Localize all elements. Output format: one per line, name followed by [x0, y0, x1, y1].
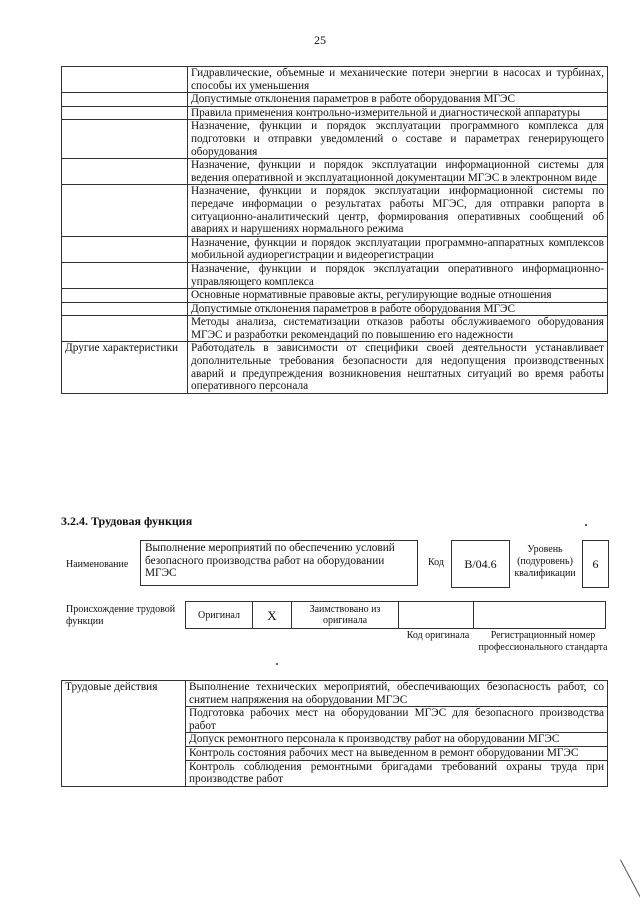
code-caption: Код оригинала — [406, 630, 470, 641]
knowledge-row — [62, 159, 608, 185]
row-text: Назначение, функции и порядок эксплуатации программного комплекса для подготовки и отправки уведомлений о составе и параметрах генерирующего оборудования — [188, 120, 608, 159]
original-code-cell — [398, 601, 474, 629]
knowledge-row — [62, 262, 608, 288]
row-text: Допустимые отклонения параметров в работе оборудования МГЭС — [188, 302, 608, 316]
function-name: Выполнение мероприятий по обеспечению условий безопасного производства работ на оборудовании МГЭС — [140, 540, 418, 586]
knowledge-row — [62, 67, 608, 93]
row-text: Назначение, функции и порядок эксплуатации информационной системы по передаче информации о результатах работы МГЭС, для отправки рапорта в ситуационно-аналитический центр, формирования оперативных сообщений об авариях и нарушениях нормального режима — [188, 185, 608, 236]
labor-action-text: Выполнение технических мероприятий, обеспечивающих безопасность работ, со снятием напряжения на оборудовании МГЭС — [186, 681, 608, 707]
scan-speck — [276, 663, 278, 665]
page-number: 25 — [314, 33, 326, 47]
row-label — [62, 289, 188, 303]
row-text: Работодатель в зависимости от специфики своей деятельности устанавливает дополнительные требования безопасности для недопущения производственных аварий и предупреждения возникновения нештатных ситуаций во время работы оперативного персонала — [188, 342, 608, 393]
reg-caption: Регистрационный номер профессионального стандарта — [478, 630, 608, 653]
qualification-level: 6 — [582, 540, 609, 588]
labor-actions-label: Трудовые действия — [62, 681, 186, 787]
labor-action-text: Допуск ремонтного персонала к производству работ на оборудовании МГЭС — [186, 733, 608, 747]
knowledge-row — [62, 120, 608, 159]
scan-speck — [585, 524, 587, 526]
row-text: Гидравлические, объемные и механические потери энергии в насосах и турбинах, способы их уменьшения — [188, 67, 608, 93]
row-label — [62, 236, 188, 262]
row-text: Методы анализа, систематизации отказов работы обслуживаемого оборудования МГЭС и разработки рекомендаций по повышению его надежности — [188, 316, 608, 342]
knowledge-row — [62, 185, 608, 236]
row-label — [62, 262, 188, 288]
row-text: Назначение, функции и порядок эксплуатации информационной системы для ведения оперативной и эксплуатационной документации МГЭС в электронном виде — [188, 159, 608, 185]
labor-action-text: Контроль соблюдения ремонтными бригадами требований охраны труда при производстве работ — [186, 760, 608, 786]
original-mark: X — [252, 601, 292, 629]
function-code: B/04.6 — [451, 540, 510, 588]
knowledge-row — [62, 106, 608, 120]
borrowed-label: Заимствовано из оригинала — [291, 601, 399, 629]
row-text: Назначение, функции и порядок эксплуатации оперативного информационно-управляющего комплекса — [188, 262, 608, 288]
row-label — [62, 185, 188, 236]
labor-action-text: Подготовка рабочих мест на оборудовании МГЭС для безопасного производства работ — [186, 707, 608, 733]
row-label: Другие характеристики — [62, 342, 188, 393]
origin-row — [185, 601, 606, 629]
row-text: Допустимые отклонения параметров в работе оборудования МГЭС — [188, 93, 608, 107]
row-label — [62, 67, 188, 93]
original-label: Оригинал — [185, 601, 253, 629]
row-label — [62, 106, 188, 120]
row-text: Основные нормативные правовые акты, регулирующие водные отношения — [188, 289, 608, 303]
knowledge-table — [61, 66, 608, 394]
knowledge-row — [62, 93, 608, 107]
labor-action-text: Контроль состояния рабочих мест на выведенном в ремонт оборудовании МГЭС — [186, 746, 608, 760]
knowledge-row — [62, 316, 608, 342]
row-label — [62, 120, 188, 159]
labor-actions-table — [61, 680, 608, 787]
origin-label: Происхождение трудовой функции — [66, 604, 176, 627]
section-title: 3.2.4. Трудовая функция — [61, 514, 193, 528]
knowledge-row — [62, 236, 608, 262]
registration-number-cell — [473, 601, 606, 629]
knowledge-row — [62, 342, 608, 393]
row-text: Правила применения контрольно-измерительной и диагностической аппаратуры — [188, 106, 608, 120]
name-label: Наименование — [66, 559, 129, 570]
knowledge-row — [62, 302, 608, 316]
row-label — [62, 316, 188, 342]
level-label: Уровень (подуровень) квалификации — [514, 544, 576, 579]
row-text: Назначение, функции и порядок эксплуатации программно-аппаратных комплексов мобильной аудиорегистрации и видеорегистрации — [188, 236, 608, 262]
code-label: Код — [428, 557, 444, 568]
row-label — [62, 302, 188, 316]
row-label — [62, 93, 188, 107]
row-label — [62, 159, 188, 185]
scan-edge-line — [620, 860, 640, 912]
labor-action-row — [62, 681, 608, 707]
knowledge-row — [62, 289, 608, 303]
